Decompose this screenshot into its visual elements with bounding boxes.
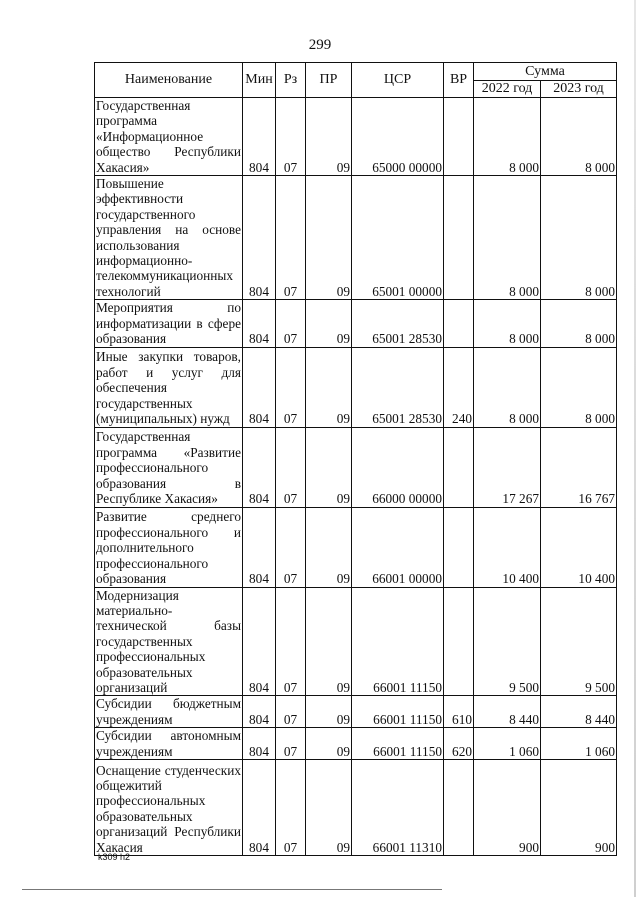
table-row [95,300,617,347]
row-min: 804 [243,347,276,427]
row-pr: 09 [306,98,352,176]
row-min: 804 [243,98,276,176]
row-sum-2023: 9 500 [541,587,617,696]
row-pr: 09 [306,176,352,300]
row-min: 804 [243,587,276,696]
row-min: 804 [243,728,276,760]
row-csr: 66001 11150 [352,696,444,728]
row-sum-2022: 8 000 [474,98,541,176]
header-csr: ЦСР [352,63,444,98]
table-row [95,759,617,855]
row-rz: 07 [276,696,306,728]
table-row [95,347,617,427]
header-vr: ВР [444,63,474,98]
row-csr: 66000 00000 [352,427,444,507]
row-sum-2023: 1 060 [541,728,617,760]
row-sum-2023: 900 [541,759,617,855]
row-sum-2023: 8 000 [541,300,617,347]
row-min: 804 [243,759,276,855]
row-rz: 07 [276,300,306,347]
row-name: Повышение эффективности государственного управления на основе использования информационно-телекоммуникационных технологий [96,176,241,299]
row-vr [444,759,474,855]
row-name: Оснащение студенческих общежитий профессиональных образовательных организаций Республики Хакасия [95,759,243,855]
row-sum-2023: 8 000 [541,98,617,176]
row-vr [444,587,474,696]
row-sum-2022: 10 400 [474,507,541,587]
row-csr: 66001 11310 [352,759,444,855]
row-csr: 65000 00000 [352,98,444,176]
row-sum-2022: 8 440 [474,696,541,728]
row-pr: 09 [306,507,352,587]
table-row [95,587,617,696]
row-pr: 09 [306,347,352,427]
row-csr: 66001 11150 [352,728,444,760]
row-sum-2022: 9 500 [474,587,541,696]
row-sum-2022: 8 000 [474,347,541,427]
row-vr [444,176,474,300]
row-rz: 07 [276,98,306,176]
row-sum-2023: 16 767 [541,427,617,507]
row-csr: 65001 28530 [352,347,444,427]
page-edge [634,0,636,897]
row-csr: 65001 00000 [352,176,444,300]
row-sum-2023: 8 000 [541,176,617,300]
row-sum-2023: 10 400 [541,507,617,587]
row-pr: 09 [306,728,352,760]
header-year-2023: 2023 год [541,81,617,98]
header-pr: ПР [306,63,352,98]
row-min: 804 [243,507,276,587]
row-rz: 07 [276,427,306,507]
row-pr: 09 [306,587,352,696]
table-row [95,728,617,760]
bottom-rule [22,889,442,890]
row-name: Модернизация материально-технической базы государственных профессиональных образовательных организаций [96,587,241,695]
row-sum-2022: 900 [474,759,541,855]
table-row [95,176,617,300]
header-sum: Сумма [474,63,617,81]
page-number: 299 [308,37,332,53]
row-min: 804 [243,176,276,300]
row-sum-2022: 17 267 [474,427,541,507]
row-sum-2022: 1 060 [474,728,541,760]
row-rz: 07 [276,347,306,427]
budget-table [94,62,617,856]
row-vr [444,300,474,347]
row-name: Иные закупки товаров, работ и услуг для обеспечения государственных (муниципальных) нужд [95,347,243,427]
header-min: Мин [243,63,276,98]
row-rz: 07 [276,728,306,760]
row-sum-2023: 8 000 [541,347,617,427]
row-sum-2022: 8 000 [474,176,541,300]
row-pr: 09 [306,696,352,728]
row-pr: 09 [306,300,352,347]
table-row [95,507,617,587]
row-csr: 65001 28530 [352,300,444,347]
table-row [95,427,617,507]
row-name: Субсидии автономным учреждениям [96,728,241,759]
row-rz: 07 [276,759,306,855]
row-name: Мероприятия по информатизации в сфере образования [96,300,241,347]
header-name: Наименование [95,63,243,98]
row-csr: 66001 00000 [352,507,444,587]
row-name: Государственная программа «Информационное общество Республики Хакасия» [96,98,241,175]
row-min: 804 [243,300,276,347]
row-vr: 240 [444,347,474,427]
row-sum-2023: 8 440 [541,696,617,728]
row-vr [444,507,474,587]
row-vr [444,98,474,176]
row-rz: 07 [276,507,306,587]
row-vr: 620 [444,728,474,760]
footer-code: k309 h2 [98,852,131,862]
row-name: Развитие среднего профессионального и дополнительного профессионального образования [95,507,243,587]
row-vr [444,427,474,507]
header-year-2022: 2022 год [474,81,541,98]
row-vr: 610 [444,696,474,728]
row-pr: 09 [306,427,352,507]
table-row [95,98,617,176]
header-rz: Рз [276,63,306,98]
row-rz: 07 [276,587,306,696]
row-rz: 07 [276,176,306,300]
row-pr: 09 [306,759,352,855]
row-name: Государственная программа «Развитие профессионального образования в Республике Хакасия» [95,427,243,507]
row-min: 804 [243,427,276,507]
table-row [95,696,617,728]
row-sum-2022: 8 000 [474,300,541,347]
row-csr: 66001 11150 [352,587,444,696]
row-min: 804 [243,696,276,728]
row-name: Субсидии бюджетным учреждениям [96,696,241,727]
